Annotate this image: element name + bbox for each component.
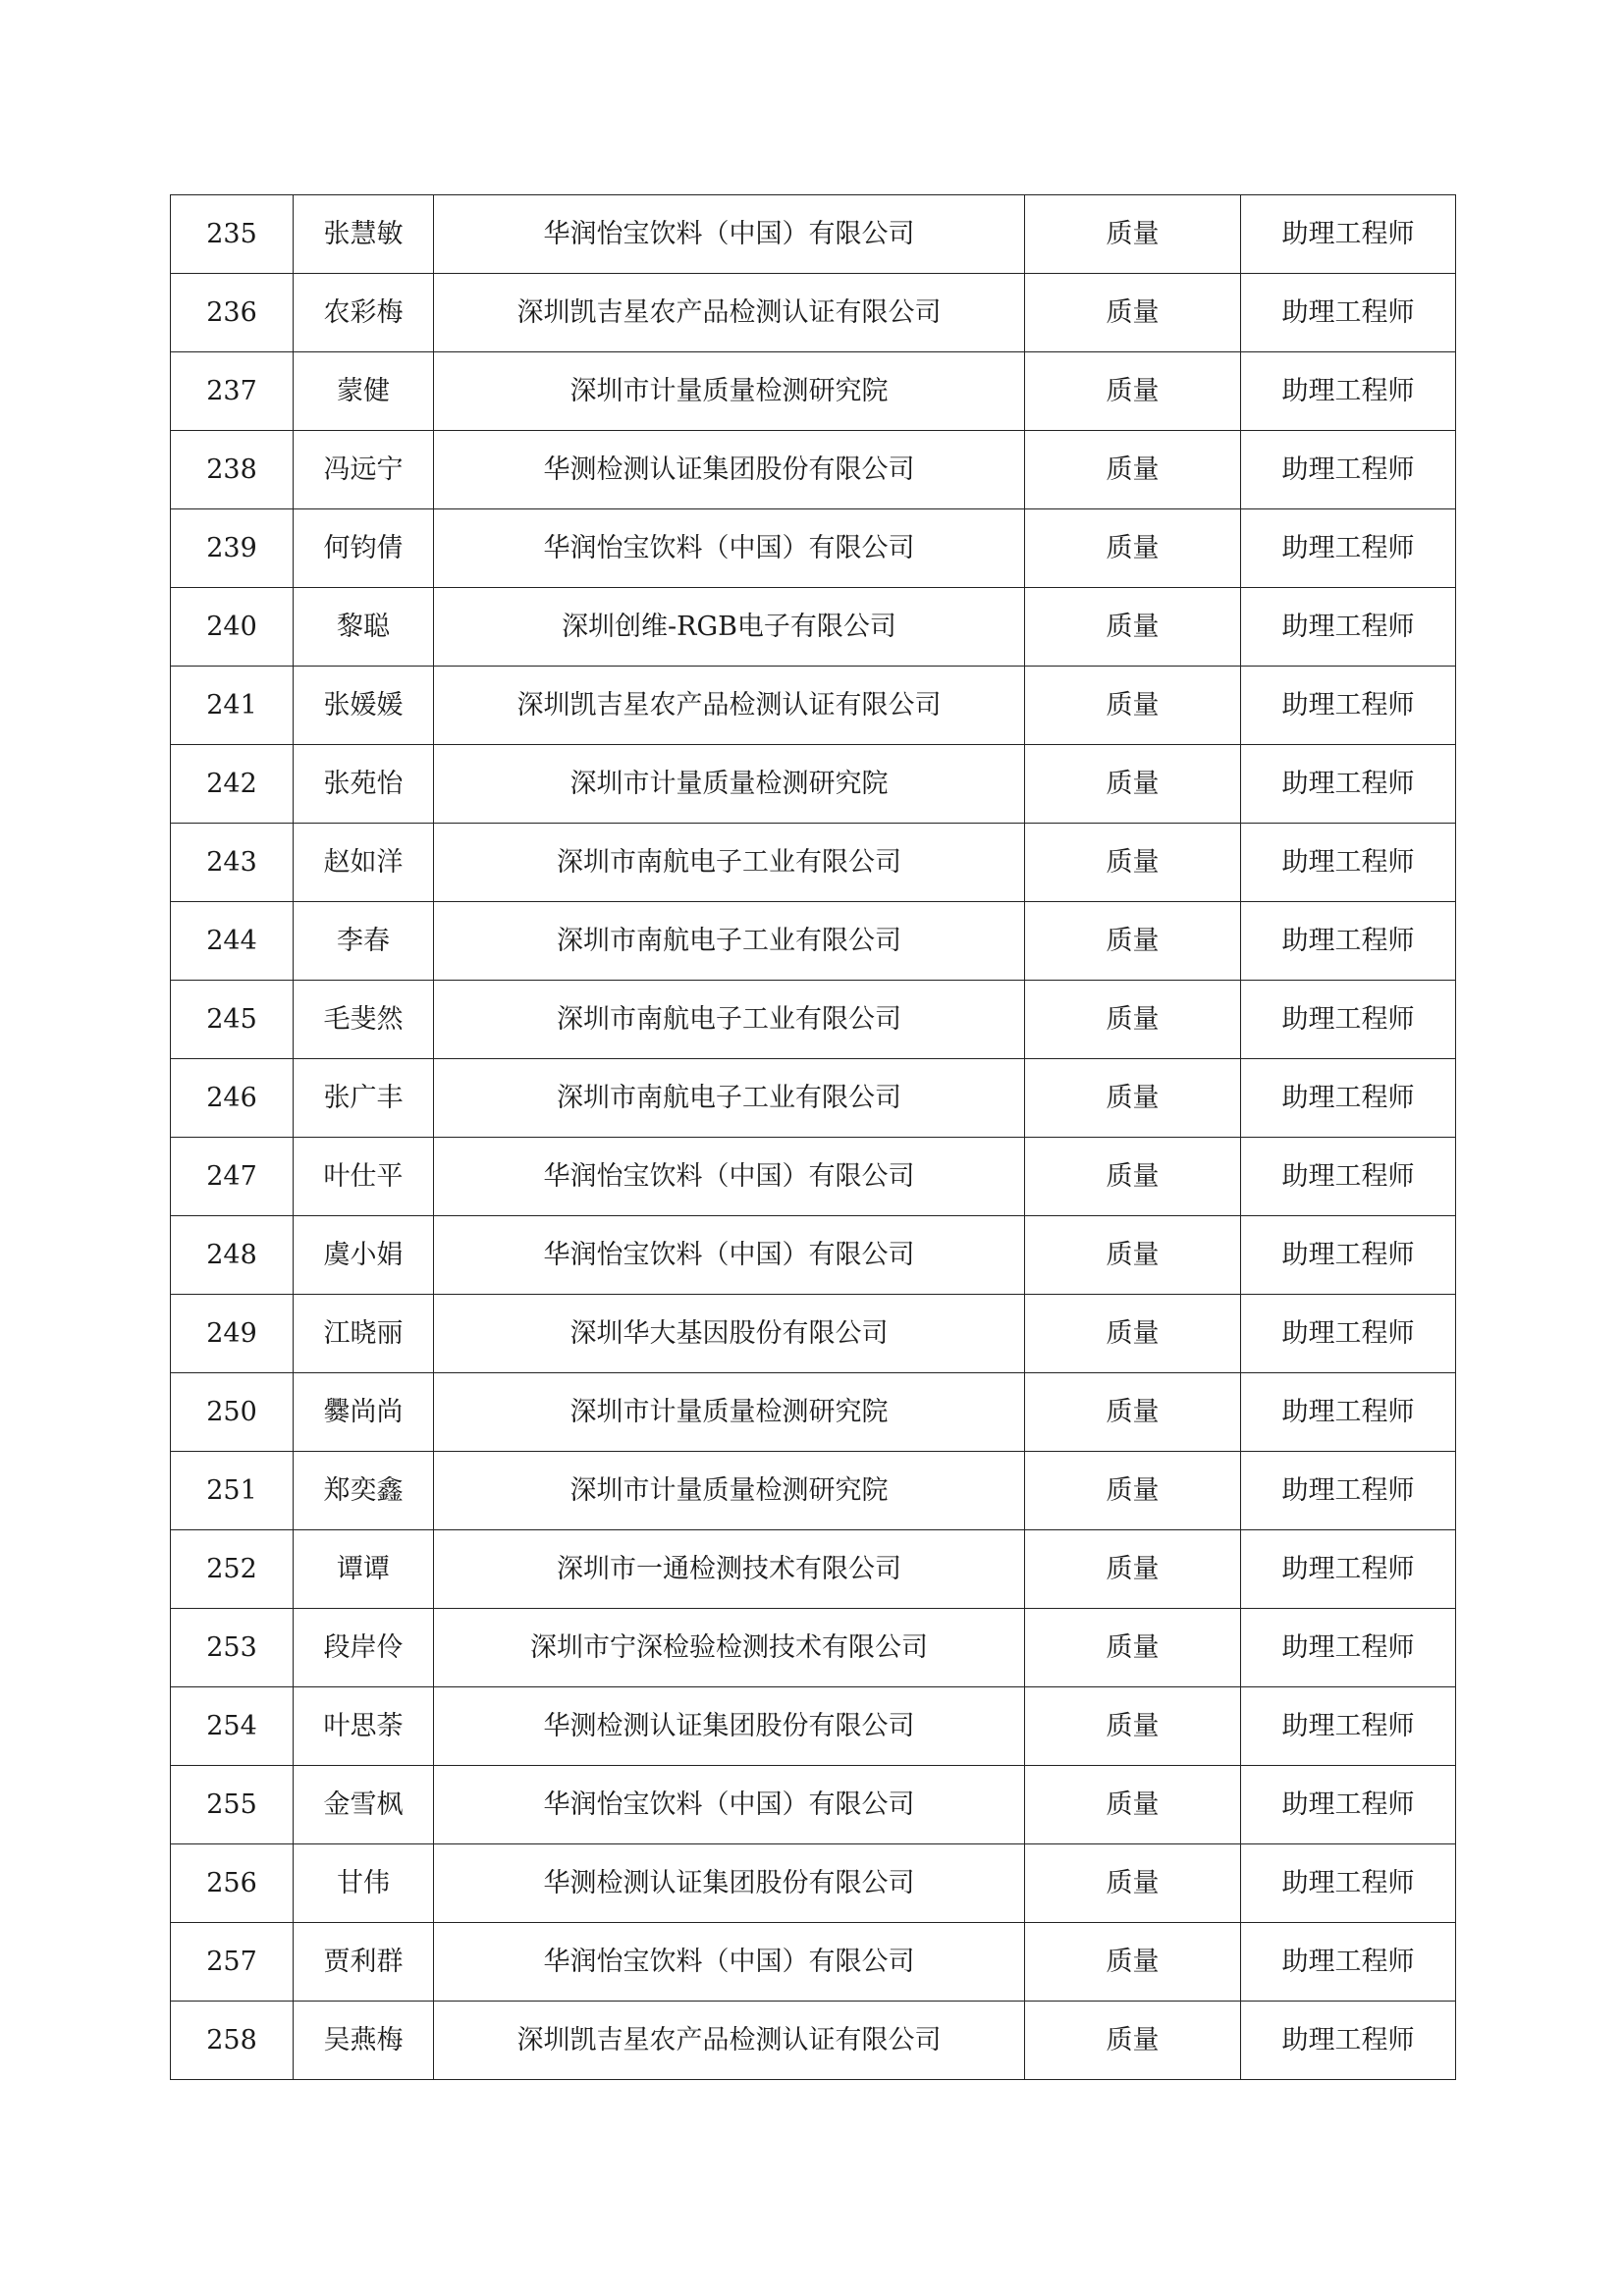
professional-title: 助理工程师 xyxy=(1241,1923,1456,2002)
specialty-field: 质量 xyxy=(1025,274,1241,352)
table-row xyxy=(171,195,1456,274)
person-name: 江晓丽 xyxy=(294,1295,434,1373)
professional-title: 助理工程师 xyxy=(1241,1844,1456,1923)
row-number: 253 xyxy=(171,1609,294,1687)
row-number: 256 xyxy=(171,1844,294,1923)
specialty-field: 质量 xyxy=(1025,1373,1241,1452)
row-number: 236 xyxy=(171,274,294,352)
person-name: 谭谭 xyxy=(294,1530,434,1609)
company-name: 深圳市南航电子工业有限公司 xyxy=(434,981,1025,1059)
table-row xyxy=(171,509,1456,588)
person-name: 叶仕平 xyxy=(294,1138,434,1216)
table-row xyxy=(171,824,1456,902)
table-row xyxy=(171,1530,1456,1609)
person-name: 贾利群 xyxy=(294,1923,434,2002)
person-name: 赵如洋 xyxy=(294,824,434,902)
company-name: 华测检测认证集团股份有限公司 xyxy=(434,1687,1025,1766)
company-name: 深圳市计量质量检测研究院 xyxy=(434,745,1025,824)
table-row xyxy=(171,352,1456,431)
specialty-field: 质量 xyxy=(1025,1844,1241,1923)
row-number: 246 xyxy=(171,1059,294,1138)
professional-title: 助理工程师 xyxy=(1241,1216,1456,1295)
professional-title: 助理工程师 xyxy=(1241,1530,1456,1609)
company-name: 深圳华大基因股份有限公司 xyxy=(434,1295,1025,1373)
company-name: 深圳市一通检测技术有限公司 xyxy=(434,1530,1025,1609)
row-number: 242 xyxy=(171,745,294,824)
row-number: 249 xyxy=(171,1295,294,1373)
person-name: 叶思荼 xyxy=(294,1687,434,1766)
specialty-field: 质量 xyxy=(1025,1295,1241,1373)
specialty-field: 质量 xyxy=(1025,981,1241,1059)
specialty-field: 质量 xyxy=(1025,352,1241,431)
company-name: 深圳市宁深检验检测技术有限公司 xyxy=(434,1609,1025,1687)
company-name: 华测检测认证集团股份有限公司 xyxy=(434,431,1025,509)
company-name: 深圳凯吉星农产品检测认证有限公司 xyxy=(434,667,1025,745)
table-row xyxy=(171,274,1456,352)
professional-title: 助理工程师 xyxy=(1241,824,1456,902)
professional-title: 助理工程师 xyxy=(1241,2002,1456,2080)
person-name: 张慧敏 xyxy=(294,195,434,274)
table-row xyxy=(171,1923,1456,2002)
company-name: 深圳市计量质量检测研究院 xyxy=(434,1373,1025,1452)
company-name: 华润怡宝饮料（中国）有限公司 xyxy=(434,1138,1025,1216)
company-name: 深圳凯吉星农产品检测认证有限公司 xyxy=(434,2002,1025,2080)
professional-title: 助理工程师 xyxy=(1241,1687,1456,1766)
specialty-field: 质量 xyxy=(1025,2002,1241,2080)
company-name: 华测检测认证集团股份有限公司 xyxy=(434,1844,1025,1923)
professional-title: 助理工程师 xyxy=(1241,1766,1456,1844)
professional-title: 助理工程师 xyxy=(1241,195,1456,274)
specialty-field: 质量 xyxy=(1025,1687,1241,1766)
professional-title: 助理工程师 xyxy=(1241,1609,1456,1687)
professional-title: 助理工程师 xyxy=(1241,274,1456,352)
professional-title: 助理工程师 xyxy=(1241,1373,1456,1452)
specialty-field: 质量 xyxy=(1025,1138,1241,1216)
row-number: 243 xyxy=(171,824,294,902)
company-name: 深圳市计量质量检测研究院 xyxy=(434,1452,1025,1530)
professional-title: 助理工程师 xyxy=(1241,745,1456,824)
person-name: 何钧倩 xyxy=(294,509,434,588)
person-name: 段岸伶 xyxy=(294,1609,434,1687)
table-row xyxy=(171,1687,1456,1766)
company-name: 华润怡宝饮料（中国）有限公司 xyxy=(434,195,1025,274)
row-number: 258 xyxy=(171,2002,294,2080)
professional-title: 助理工程师 xyxy=(1241,588,1456,667)
person-name: 农彩梅 xyxy=(294,274,434,352)
person-name: 甘伟 xyxy=(294,1844,434,1923)
row-number: 257 xyxy=(171,1923,294,2002)
row-number: 238 xyxy=(171,431,294,509)
row-number: 248 xyxy=(171,1216,294,1295)
table-row xyxy=(171,588,1456,667)
professional-title: 助理工程师 xyxy=(1241,431,1456,509)
table-row xyxy=(171,431,1456,509)
company-name: 华润怡宝饮料（中国）有限公司 xyxy=(434,1766,1025,1844)
specialty-field: 质量 xyxy=(1025,667,1241,745)
table-row xyxy=(171,1373,1456,1452)
person-name: 黎聪 xyxy=(294,588,434,667)
row-number: 255 xyxy=(171,1766,294,1844)
table-row xyxy=(171,2002,1456,2080)
table-row xyxy=(171,1844,1456,1923)
row-number: 251 xyxy=(171,1452,294,1530)
person-name: 张媛媛 xyxy=(294,667,434,745)
professional-title: 助理工程师 xyxy=(1241,352,1456,431)
row-number: 235 xyxy=(171,195,294,274)
professional-title: 助理工程师 xyxy=(1241,1295,1456,1373)
specialty-field: 质量 xyxy=(1025,1216,1241,1295)
row-number: 237 xyxy=(171,352,294,431)
specialty-field: 质量 xyxy=(1025,431,1241,509)
company-name: 华润怡宝饮料（中国）有限公司 xyxy=(434,509,1025,588)
table-row xyxy=(171,667,1456,745)
table-row xyxy=(171,1138,1456,1216)
table-row xyxy=(171,981,1456,1059)
professional-title: 助理工程师 xyxy=(1241,981,1456,1059)
specialty-field: 质量 xyxy=(1025,1452,1241,1530)
person-name: 郑奕鑫 xyxy=(294,1452,434,1530)
person-name: 吴燕梅 xyxy=(294,2002,434,2080)
row-number: 254 xyxy=(171,1687,294,1766)
specialty-field: 质量 xyxy=(1025,745,1241,824)
row-number: 252 xyxy=(171,1530,294,1609)
company-name: 深圳市南航电子工业有限公司 xyxy=(434,1059,1025,1138)
person-name: 爨尚尚 xyxy=(294,1373,434,1452)
company-name: 华润怡宝饮料（中国）有限公司 xyxy=(434,1216,1025,1295)
company-name: 深圳市南航电子工业有限公司 xyxy=(434,902,1025,981)
row-number: 250 xyxy=(171,1373,294,1452)
person-name: 虞小娟 xyxy=(294,1216,434,1295)
specialty-field: 质量 xyxy=(1025,588,1241,667)
professional-title: 助理工程师 xyxy=(1241,509,1456,588)
professional-title: 助理工程师 xyxy=(1241,1059,1456,1138)
table-row xyxy=(171,1766,1456,1844)
specialty-field: 质量 xyxy=(1025,902,1241,981)
specialty-field: 质量 xyxy=(1025,1609,1241,1687)
company-name: 华润怡宝饮料（中国）有限公司 xyxy=(434,1923,1025,2002)
row-number: 247 xyxy=(171,1138,294,1216)
professional-title: 助理工程师 xyxy=(1241,1138,1456,1216)
row-number: 240 xyxy=(171,588,294,667)
professional-title: 助理工程师 xyxy=(1241,1452,1456,1530)
table-row xyxy=(171,902,1456,981)
table-row xyxy=(171,1609,1456,1687)
professional-title: 助理工程师 xyxy=(1241,667,1456,745)
row-number: 244 xyxy=(171,902,294,981)
person-name: 张苑怡 xyxy=(294,745,434,824)
row-number: 241 xyxy=(171,667,294,745)
person-name: 蒙健 xyxy=(294,352,434,431)
roster-table-body xyxy=(171,195,1456,2080)
person-name: 冯远宁 xyxy=(294,431,434,509)
specialty-field: 质量 xyxy=(1025,1530,1241,1609)
person-name: 毛斐然 xyxy=(294,981,434,1059)
table-row xyxy=(171,745,1456,824)
person-name: 张广丰 xyxy=(294,1059,434,1138)
table-row xyxy=(171,1216,1456,1295)
table-row xyxy=(171,1295,1456,1373)
company-name: 深圳凯吉星农产品检测认证有限公司 xyxy=(434,274,1025,352)
professional-title: 助理工程师 xyxy=(1241,902,1456,981)
company-name: 深圳创维-RGB电子有限公司 xyxy=(434,588,1025,667)
person-name: 金雪枫 xyxy=(294,1766,434,1844)
row-number: 245 xyxy=(171,981,294,1059)
table-row xyxy=(171,1059,1456,1138)
specialty-field: 质量 xyxy=(1025,1923,1241,2002)
company-name: 深圳市计量质量检测研究院 xyxy=(434,352,1025,431)
row-number: 239 xyxy=(171,509,294,588)
specialty-field: 质量 xyxy=(1025,509,1241,588)
specialty-field: 质量 xyxy=(1025,1059,1241,1138)
specialty-field: 质量 xyxy=(1025,824,1241,902)
person-name: 李春 xyxy=(294,902,434,981)
roster-table xyxy=(170,194,1456,2080)
specialty-field: 质量 xyxy=(1025,1766,1241,1844)
table-row xyxy=(171,1452,1456,1530)
specialty-field: 质量 xyxy=(1025,195,1241,274)
company-name: 深圳市南航电子工业有限公司 xyxy=(434,824,1025,902)
